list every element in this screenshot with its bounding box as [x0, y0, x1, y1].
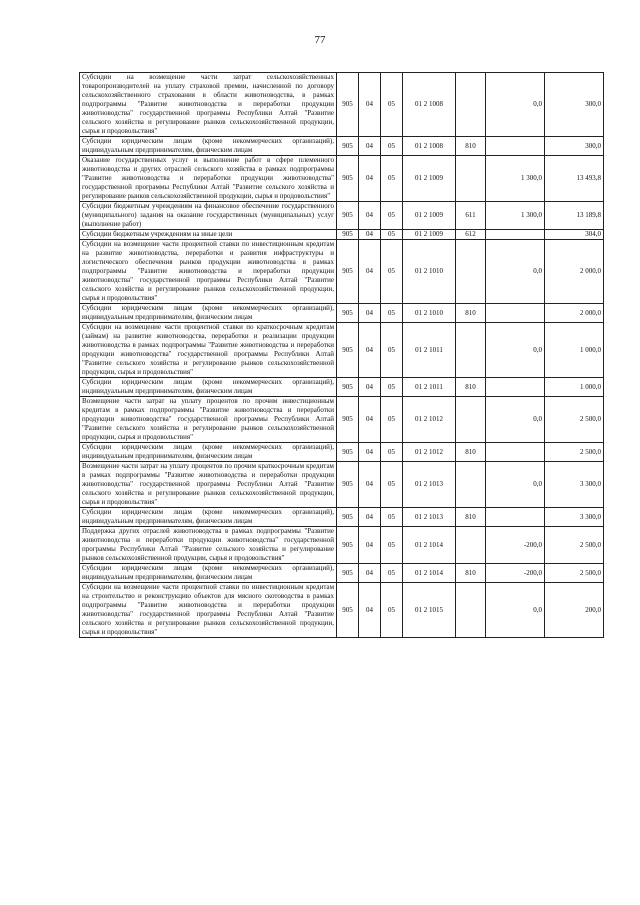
cell-change: 0,0 — [486, 583, 545, 638]
cell-section: 04 — [359, 240, 381, 304]
cell-total: 1 000,0 — [545, 378, 604, 397]
cell-target-article: 01 2 1010 — [403, 304, 456, 323]
cell-change — [486, 508, 545, 527]
table-row — [80, 462, 604, 508]
cell-name: Субсидии юридическим лицам (кроме некоммерческих организаций), индивидуальным предпринимателям, физическим лицам — [80, 564, 337, 583]
cell-name: Поддержка других отраслей животноводства в рамках подпрограммы "Развитие животноводства и переработки продукции животноводства" государственной программы Республики Алтай "Развитие сельского хозяйства и регулирование рынков сельскохозяйственной продукции, сырья и продовольствия" — [80, 527, 337, 564]
cell-grbs: 905 — [337, 156, 359, 202]
cell-expense-type: 611 — [456, 202, 486, 230]
cell-name: Субсидии на возмещение части затрат сельскохозяйственных товаропроизводителей на уплату страховой премии, начисленной по договору сельскохозяйственного страхования в области животноводства, в рамках подпрограммы "Развитие животноводства и переработки продукции животноводства" государственной программы Республики Алтай "Развитие сельского хозяйства и регулирование рынков сельскохозяйственной продукции, сырья и продовольствия" — [80, 73, 337, 137]
table-row — [80, 378, 604, 397]
cell-target-article: 01 2 1014 — [403, 564, 456, 583]
cell-grbs: 905 — [337, 508, 359, 527]
cell-grbs: 905 — [337, 73, 359, 137]
cell-name: Возмещение части затрат на уплату процентов по прочим инвестиционным кредитам в рамках подпрограммы "Развитие животноводства и переработки продукции животноводства" государственной программы Республики Алтай "Развитие сельского хозяйства и регулирование рынков сельскохозяйственной продукции, сырья и продовольствия" — [80, 397, 337, 443]
cell-change — [486, 137, 545, 156]
cell-target-article: 01 2 1009 — [403, 230, 456, 240]
cell-expense-type: 810 — [456, 137, 486, 156]
cell-subsection: 05 — [381, 202, 403, 230]
cell-section: 04 — [359, 583, 381, 638]
cell-subsection: 05 — [381, 156, 403, 202]
cell-total: 2 000,0 — [545, 304, 604, 323]
page-number: 77 — [314, 34, 326, 46]
cell-total: 2 500,0 — [545, 564, 604, 583]
cell-expense-type — [456, 527, 486, 564]
cell-subsection: 05 — [381, 508, 403, 527]
table-row — [80, 304, 604, 323]
cell-change — [486, 230, 545, 240]
cell-total: 2 500,0 — [545, 527, 604, 564]
cell-total: 1 000,0 — [545, 323, 604, 378]
cell-name: Субсидии юридическим лицам (кроме некоммерческих организаций), индивидуальным предпринимателям, физическим лицам — [80, 508, 337, 527]
cell-change: 1 300,0 — [486, 202, 545, 230]
table-row — [80, 527, 604, 564]
cell-name: Субсидии юридическим лицам (кроме некоммерческих организаций), индивидуальным предпринимателям, физическим лицам — [80, 137, 337, 156]
cell-target-article: 01 2 1011 — [403, 323, 456, 378]
cell-name: Возмещение части затрат на уплату процентов по прочим краткосрочным кредитам в рамках подпрограммы "Развитие животноводства и переработки продукции животноводства" государственной программы Республики Алтай "Развитие сельского хозяйства и регулирование рынков сельскохозяйственной продукции, сырья и продовольствия" — [80, 462, 337, 508]
cell-grbs: 905 — [337, 583, 359, 638]
cell-section: 04 — [359, 508, 381, 527]
cell-grbs: 905 — [337, 202, 359, 230]
cell-subsection: 05 — [381, 378, 403, 397]
cell-name: Субсидии на возмещение части процентной ставки по инвестиционным кредитам на развитие животноводства, переработки и развития инфраструктуры и логистического обеспечения рынков продукции животноводства в рамках подпрограммы "Развитие животноводства и переработки продукции животноводства" государственной программы Республики Алтай "Развитие сельского хозяйства и регулирование рынков сельскохозяйственной продукции, сырья и продовольствия" — [80, 240, 337, 304]
cell-section: 04 — [359, 323, 381, 378]
cell-target-article: 01 2 1015 — [403, 583, 456, 638]
table-row — [80, 564, 604, 583]
cell-total: 13 493,8 — [545, 156, 604, 202]
cell-target-article: 01 2 1013 — [403, 462, 456, 508]
cell-change: -200,0 — [486, 564, 545, 583]
cell-section: 04 — [359, 564, 381, 583]
cell-grbs: 905 — [337, 397, 359, 443]
cell-subsection: 05 — [381, 397, 403, 443]
table-row — [80, 583, 604, 638]
table-row — [80, 156, 604, 202]
cell-total: 2 000,0 — [545, 240, 604, 304]
cell-subsection: 05 — [381, 462, 403, 508]
cell-expense-type: 810 — [456, 443, 486, 462]
cell-total: 300,0 — [545, 137, 604, 156]
cell-expense-type — [456, 583, 486, 638]
table-row — [80, 397, 604, 443]
cell-change — [486, 378, 545, 397]
cell-grbs: 905 — [337, 137, 359, 156]
table-row — [80, 323, 604, 378]
cell-name: Субсидии бюджетным учреждениям на иные цели — [80, 230, 337, 240]
cell-subsection: 05 — [381, 323, 403, 378]
table-row — [80, 230, 604, 240]
cell-target-article: 01 2 1009 — [403, 156, 456, 202]
cell-expense-type: 810 — [456, 378, 486, 397]
cell-grbs: 905 — [337, 240, 359, 304]
table-row — [80, 240, 604, 304]
cell-expense-type — [456, 73, 486, 137]
cell-grbs: 905 — [337, 378, 359, 397]
cell-total: 200,0 — [545, 583, 604, 638]
cell-subsection: 05 — [381, 527, 403, 564]
table-row — [80, 508, 604, 527]
cell-subsection: 05 — [381, 73, 403, 137]
cell-change: 0,0 — [486, 73, 545, 137]
cell-grbs: 905 — [337, 230, 359, 240]
table-row — [80, 202, 604, 230]
cell-target-article: 01 2 1012 — [403, 397, 456, 443]
cell-expense-type — [456, 397, 486, 443]
cell-grbs: 905 — [337, 564, 359, 583]
cell-section: 04 — [359, 137, 381, 156]
cell-change: 0,0 — [486, 397, 545, 443]
cell-section: 04 — [359, 73, 381, 137]
cell-grbs: 905 — [337, 443, 359, 462]
cell-target-article: 01 2 1011 — [403, 378, 456, 397]
cell-change: 1 300,0 — [486, 156, 545, 202]
table-row — [80, 73, 604, 137]
cell-total: 3 300,0 — [545, 508, 604, 527]
cell-expense-type — [456, 323, 486, 378]
cell-target-article: 01 2 1012 — [403, 443, 456, 462]
cell-section: 04 — [359, 230, 381, 240]
cell-section: 04 — [359, 443, 381, 462]
cell-subsection: 05 — [381, 304, 403, 323]
cell-target-article: 01 2 1013 — [403, 508, 456, 527]
cell-subsection: 05 — [381, 230, 403, 240]
cell-target-article: 01 2 1008 — [403, 137, 456, 156]
cell-target-article: 01 2 1009 — [403, 202, 456, 230]
cell-subsection: 05 — [381, 240, 403, 304]
cell-expense-type: 810 — [456, 304, 486, 323]
cell-grbs: 905 — [337, 462, 359, 508]
cell-change — [486, 443, 545, 462]
cell-subsection: 05 — [381, 583, 403, 638]
cell-total: 304,0 — [545, 230, 604, 240]
cell-expense-type: 612 — [456, 230, 486, 240]
cell-name: Оказание государственных услуг и выполнение работ в сфере племенного животноводства и других отраслей сельского хозяйства в рамках подпрограммы "Развитие животноводства и переработки продукции животноводства" государственной программы Республики Алтай "Развитие сельского хозяйства и регулирование рынков сельскохозяйственной продукции, сырья и продовольствия" — [80, 156, 337, 202]
cell-change: 0,0 — [486, 240, 545, 304]
cell-total: 3 300,0 — [545, 462, 604, 508]
cell-name: Субсидии на возмещение части процентной ставки по краткосрочным кредитам (займам) на развитие животноводства, переработки и реализации продукции животноводства в рамках подпрограммы "Развитие животноводства и переработки продукции животноводства" государственной программы Республики Алтай "Развитие сельского хозяйства и регулирование рынков сельскохозяйственной продукции, сырья и продовольствия" — [80, 323, 337, 378]
cell-total: 300,0 — [545, 73, 604, 137]
budget-table — [79, 72, 604, 638]
cell-name: Субсидии юридическим лицам (кроме некоммерческих организаций), индивидуальным предпринимателям, физическим лицам — [80, 443, 337, 462]
cell-total: 2 500,0 — [545, 443, 604, 462]
cell-target-article: 01 2 1010 — [403, 240, 456, 304]
cell-grbs: 905 — [337, 527, 359, 564]
cell-change: 0,0 — [486, 462, 545, 508]
cell-section: 04 — [359, 462, 381, 508]
cell-grbs: 905 — [337, 323, 359, 378]
cell-name: Субсидии юридическим лицам (кроме некоммерческих организаций), индивидуальным предпринимателям, физическим лицам — [80, 304, 337, 323]
cell-expense-type: 810 — [456, 508, 486, 527]
cell-section: 04 — [359, 156, 381, 202]
cell-expense-type — [456, 156, 486, 202]
cell-subsection: 05 — [381, 564, 403, 583]
cell-grbs: 905 — [337, 304, 359, 323]
cell-expense-type: 810 — [456, 564, 486, 583]
cell-change — [486, 304, 545, 323]
table-row — [80, 137, 604, 156]
cell-subsection: 05 — [381, 443, 403, 462]
cell-section: 04 — [359, 304, 381, 323]
cell-change: -200,0 — [486, 527, 545, 564]
cell-section: 04 — [359, 202, 381, 230]
table-row — [80, 443, 604, 462]
table-body — [80, 73, 604, 638]
cell-total: 13 189,8 — [545, 202, 604, 230]
cell-section: 04 — [359, 397, 381, 443]
cell-target-article: 01 2 1008 — [403, 73, 456, 137]
cell-change: 0,0 — [486, 323, 545, 378]
cell-subsection: 05 — [381, 137, 403, 156]
cell-expense-type — [456, 240, 486, 304]
cell-expense-type — [456, 462, 486, 508]
cell-target-article: 01 2 1014 — [403, 527, 456, 564]
cell-name: Субсидии бюджетным учреждениям на финансовое обеспечение государственного (муниципального) задания на оказание государственных (муниципальных) услуг (выполнение работ) — [80, 202, 337, 230]
cell-section: 04 — [359, 378, 381, 397]
cell-total: 2 500,0 — [545, 397, 604, 443]
cell-name: Субсидии юридическим лицам (кроме некоммерческих организаций), индивидуальным предпринимателям, физическим лицам — [80, 378, 337, 397]
cell-section: 04 — [359, 527, 381, 564]
cell-name: Субсидии на возмещение части процентной ставки по инвестиционным кредитам на строительство и реконструкцию объектов для мясного скотоводства в рамках подпрограммы "Развитие животноводства и переработки продукции животноводства" государственной программы Республики Алтай "Развитие сельского хозяйства и регулирование рынков сельскохозяйственной продукции, сырья и продовольствия" — [80, 583, 337, 638]
